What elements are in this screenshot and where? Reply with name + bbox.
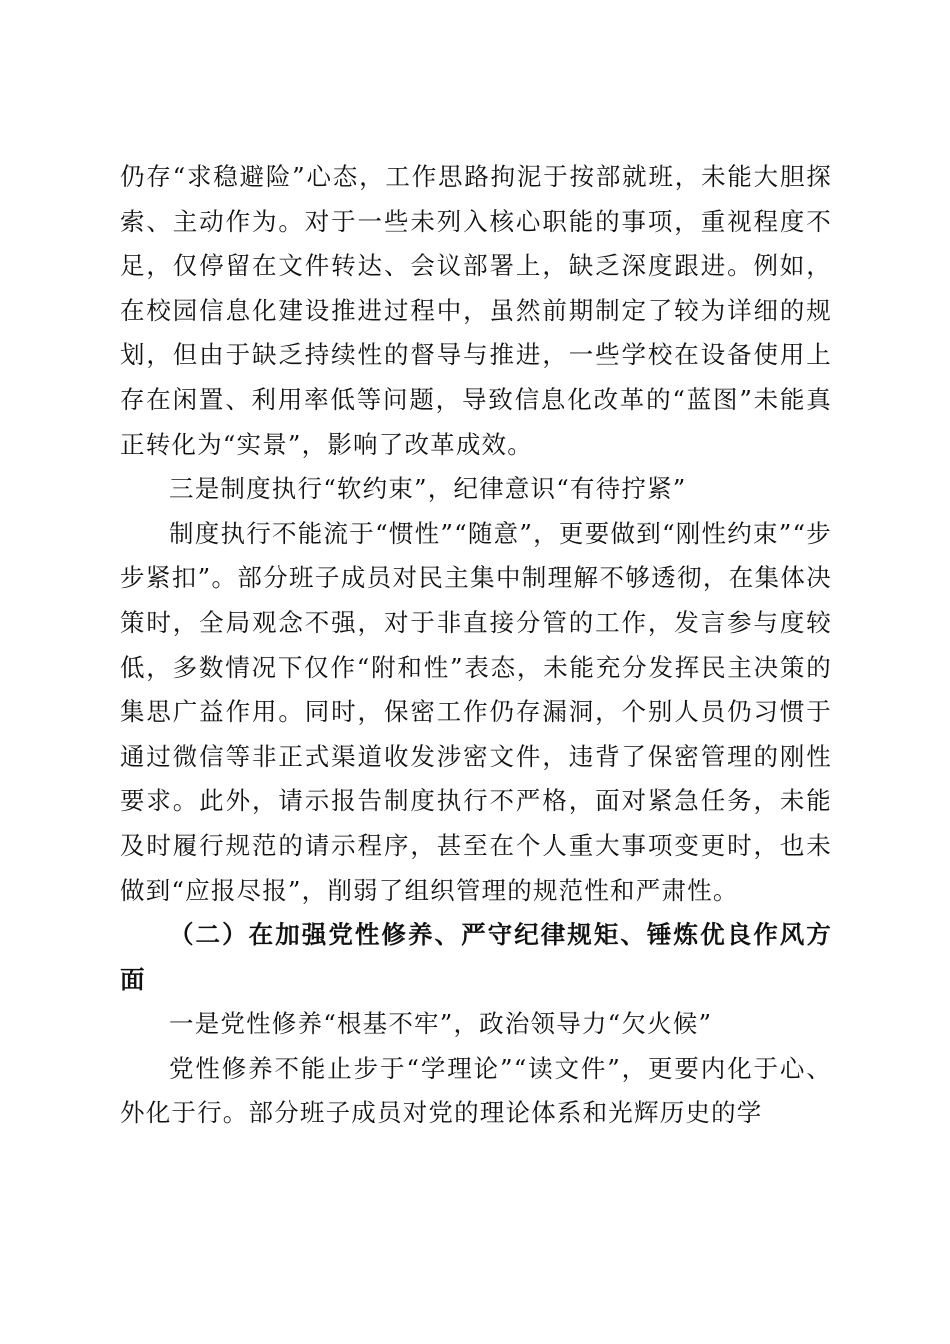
paragraph-discipline: 制度执行不能流于“惯性”“随意”，更要做到“刚性约束”“步步紧扣”。部分班子成员对民主集中制理解不够透彻，在集体决策时，全局观念不强，对于非直接分管的工作，发言参与度较低，多数情况下仅作“附和性”表态，未能充分发挥民主决策的集思广益作用。同时，保密工作仍存漏洞，个别人员仍习惯于通过微信等非正式渠道收发涉密文件，违背了保密管理的刚性要求。此外，请示报告制度执行不严格，面对紧急任务，未能及时履行规范的请示程序，甚至在个人重大事项变更时，也未做到“应报尽报”，削弱了组织管理的规范性和严肃性。 (120, 518, 832, 905)
subheading-one: 一是党性修养“根基不牢”，政治领导力“欠火候” (169, 1009, 713, 1039)
section-heading-two: （二）在加强党性修养、严守纪律规矩、锤炼优良作风方面 (120, 920, 832, 994)
subheading-three: 三是制度执行“软约束”，纪律意识“有待拧紧” (169, 474, 687, 504)
paragraph-continuation: 仍存“求稳避险”心态，工作思路拘泥于按部就班，未能大胆探索、主动作为。对于一些未列入核心职能的事项，重视程度不足，仅停留在文件转达、会议部署上，缺乏深度跟进。例如，在校园信息化建设推进过程中，虽然前期制定了较为详细的规划，但由于缺乏持续性的督导与推进，一些学校在设备使用上存在闲置、利用率低等问题，导致信息化改革的“蓝图”未能真正转化为“实景”，影响了改革成效。 (120, 162, 832, 459)
document-body (120, 155, 832, 1136)
paragraph-party-cultivation: 党性修养不能止步于“学理论”“读文件”，更要内化于心、外化于行。部分班子成员对党的理论体系和光辉历史的学 (120, 1053, 832, 1128)
